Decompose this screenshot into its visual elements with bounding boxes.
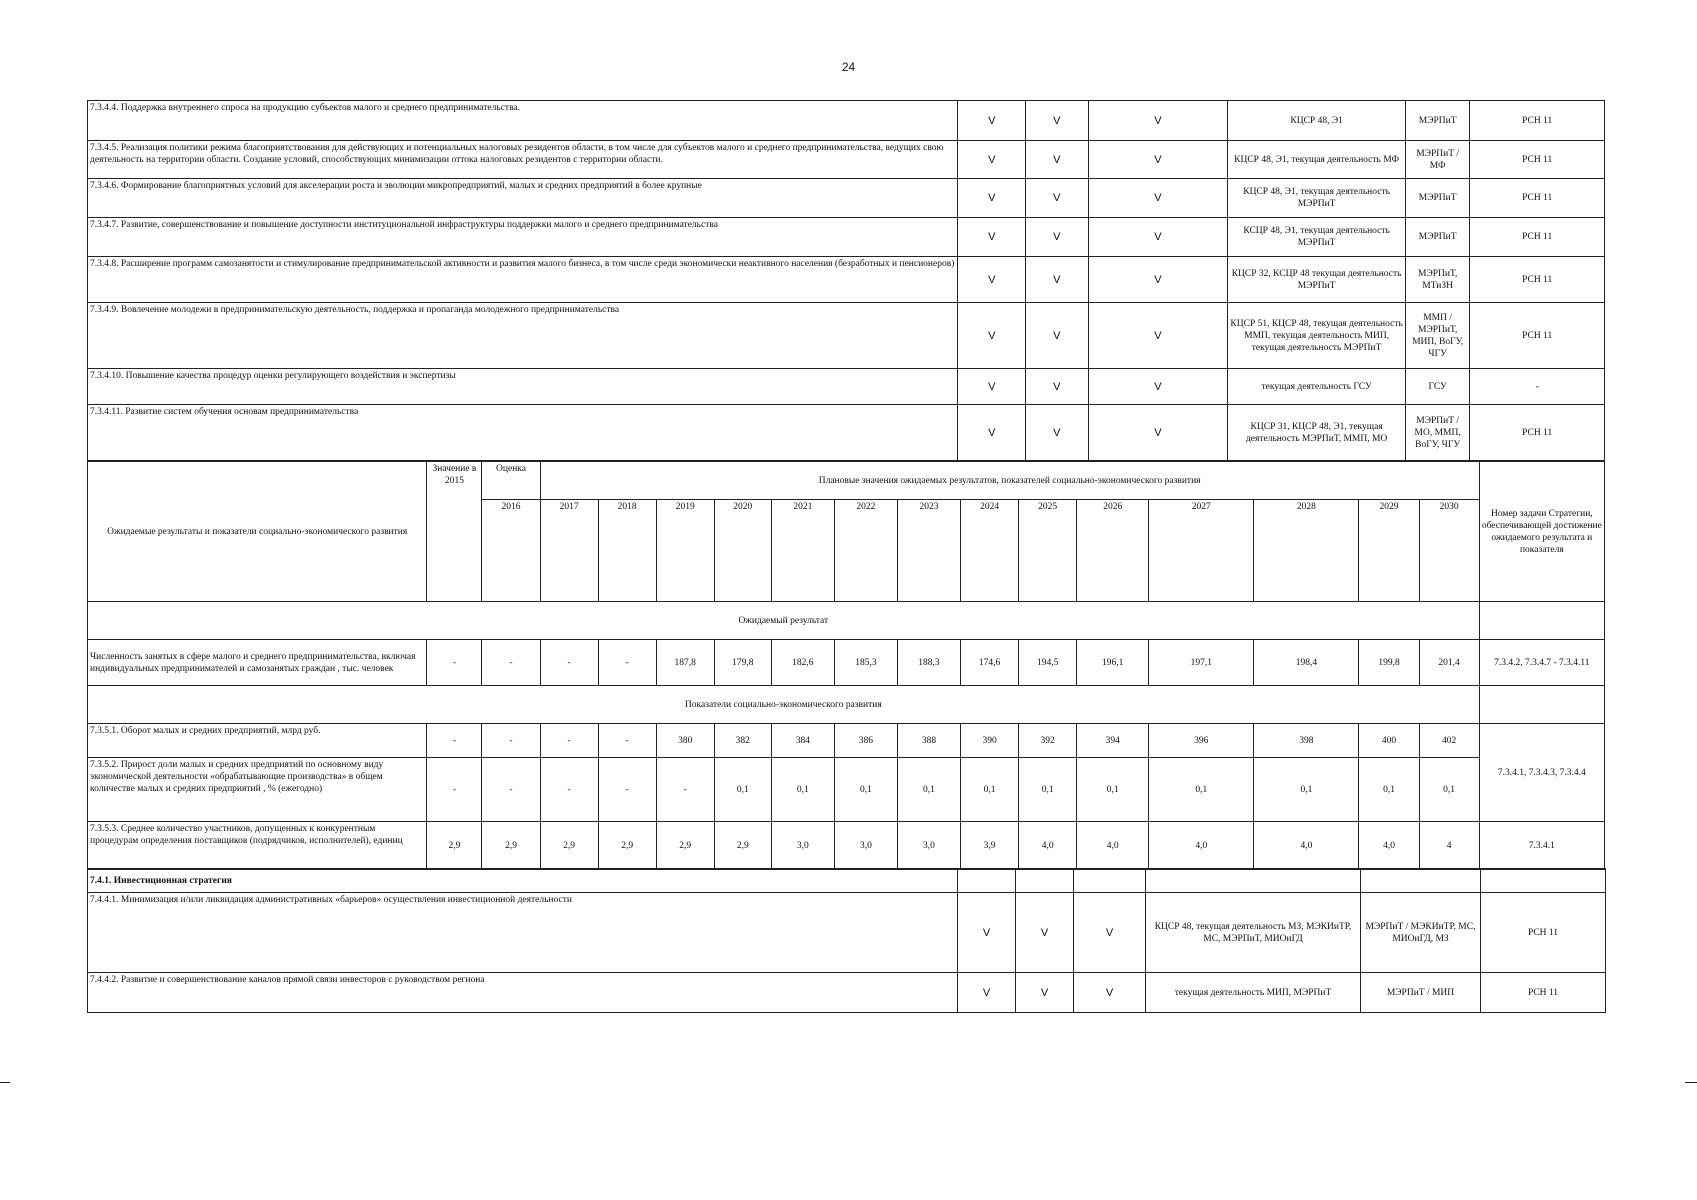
value-cell: - [482, 640, 540, 686]
task-row [88, 405, 1605, 461]
task-mark: V [1088, 405, 1228, 461]
task-docs: КЦСР 32, КСЦР 48 текущая деятельность МЭРПиТ [1228, 257, 1406, 303]
indicator-label: 7.3.5.3. Среднее количество участников, допущенных к конкурентным процедурам определения поставщиков (подрядчиков, исполнителей), единиц [88, 822, 427, 870]
task-ref: РСН 11 [1470, 218, 1605, 257]
task-text: 7.3.4.4. Поддержка внутреннего спроса на продукцию субъектов малого и среднего предпринимательства. [88, 101, 958, 141]
estimate-header: Оценка [482, 462, 540, 500]
task-mark: V [1088, 369, 1228, 405]
task-mark: V [1026, 303, 1088, 369]
strategy-table [87, 100, 1605, 461]
value-cell: 196,1 [1077, 640, 1149, 686]
year-header: 2018 [598, 500, 656, 602]
task-mark: V [958, 101, 1026, 141]
task-docs: КЦСР 51, КЦСР 48, текущая деятельность ММП, текущая деятельность МИП, текущая деятельность МЭРПиТ [1228, 303, 1406, 369]
task-mark: V [958, 973, 1016, 1013]
year-header: 2024 [961, 500, 1019, 602]
task-row [88, 179, 1605, 218]
task-docs: КЦСР 48, Э1 [1228, 101, 1406, 141]
task-mark: V [958, 179, 1026, 218]
value-cell: 188,3 [897, 640, 960, 686]
value-cell: 388 [897, 724, 960, 758]
year-header: 2026 [1077, 500, 1149, 602]
value-cell: 0,1 [897, 758, 960, 822]
value-cell: 174,6 [961, 640, 1019, 686]
value-cell: - [540, 640, 598, 686]
value-cell: 380 [656, 724, 714, 758]
task-text: 7.3.4.11. Развитие систем обучения основам предпринимательства [88, 405, 958, 461]
value-cell: - [598, 640, 656, 686]
task-mark: V [958, 369, 1026, 405]
value-cell: 4,0 [1359, 822, 1419, 870]
task-mark: V [1026, 257, 1088, 303]
value-cell: 194,5 [1019, 640, 1077, 686]
task-mark: V [1088, 141, 1228, 179]
value-cell: 3,9 [961, 822, 1019, 870]
task-mark: V [1088, 218, 1228, 257]
task-ref: РСН 11 [1481, 893, 1606, 973]
task-mark: V [958, 405, 1026, 461]
task-ref: - [1470, 369, 1605, 405]
task-text: 7.3.4.10. Повышение качества процедур оценки регулирующего воздействия и экспертизы [88, 369, 958, 405]
task-docs: КЦСР 48, текущая деятельность МЗ, МЭКИиТР, МС, МЭРПиТ, МИОиГД [1146, 893, 1361, 973]
year-header: 2030 [1419, 500, 1479, 602]
year-header: 2020 [714, 500, 771, 602]
results-header-label: Ожидаемые результаты и показатели социально-экономического развития [88, 462, 427, 602]
value-cell: 185,3 [834, 640, 897, 686]
task-mark: V [1088, 179, 1228, 218]
task-mark: V [958, 218, 1026, 257]
value-cell: 4,0 [1149, 822, 1254, 870]
value-cell: 3,0 [897, 822, 960, 870]
task-ref: 7.3.4.2, 7.3.4.7 - 7.3.4.11 [1479, 640, 1604, 686]
year-header: 2017 [540, 500, 598, 602]
indicator-row [88, 758, 1605, 822]
task-ref: 7.3.4.1 [1479, 822, 1604, 870]
value-cell: 0,1 [1419, 758, 1479, 822]
task-mark: V [1074, 893, 1146, 973]
task-ref: РСН 11 [1470, 303, 1605, 369]
value-cell: - [482, 758, 540, 822]
value-cell: - [482, 724, 540, 758]
scan-mark-right [1685, 1082, 1697, 1083]
value-cell: 187,8 [656, 640, 714, 686]
task-executor: МЭРПиТ / МЭКИиТР, МС, МИОиГД, МЗ [1361, 893, 1481, 973]
task-mark: V [958, 893, 1016, 973]
task-mark: V [1016, 893, 1074, 973]
value-cell: - [540, 758, 598, 822]
task-executor: МЭРПиТ, МТиЗН [1405, 257, 1470, 303]
task-mark: V [1026, 369, 1088, 405]
task-row [88, 141, 1605, 179]
value-cell: 0,1 [714, 758, 771, 822]
section-title-investment: 7.4.1. Инвестиционная стратегия [88, 869, 958, 893]
task-mark: V [1026, 218, 1088, 257]
task-ref-header: Номер задачи Стратегии, обеспечивающей достижение ожидаемого результата и показателя [1479, 462, 1604, 602]
value-cell: 400 [1359, 724, 1419, 758]
indicator-label: 7.3.5.2. Прирост доли малых и средних предприятий по основному виду экономической деятельности «обрабатывающие производства» в общем количестве малых и средних предприятий , % (ежегодно) [88, 758, 427, 822]
value-cell: - [598, 758, 656, 822]
task-executor: МЭРПиТ [1405, 101, 1470, 141]
value-cell: 0,1 [1149, 758, 1254, 822]
year-header: 2025 [1019, 500, 1077, 602]
year-header: 2016 [482, 500, 540, 602]
value-cell: - [656, 758, 714, 822]
task-row [88, 218, 1605, 257]
task-executor: МЭРПиТ [1405, 218, 1470, 257]
value-cell: 396 [1149, 724, 1254, 758]
value-cell: 0,1 [1019, 758, 1077, 822]
task-text: 7.3.4.7. Развитие, совершенствование и повышение доступности институциональной инфраструктуры поддержки малого и среднего предпринимательства [88, 218, 958, 257]
task-mark: V [1016, 973, 1074, 1013]
indicator-row [88, 822, 1605, 870]
value-cell: 2,9 [482, 822, 540, 870]
task-docs: текущая деятельность ГСУ [1228, 369, 1406, 405]
year-header: 2019 [656, 500, 714, 602]
section-title-indicators: Показатели социально-экономического развития [88, 686, 1480, 724]
value-cell: 201,4 [1419, 640, 1479, 686]
value-cell: 0,1 [1077, 758, 1149, 822]
task-mark: V [1088, 101, 1228, 141]
task-executor: МЭРПиТ [1405, 179, 1470, 218]
task-ref: РСН 11 [1470, 101, 1605, 141]
value-cell: - [540, 724, 598, 758]
year-header: 2022 [834, 500, 897, 602]
value-cell: 386 [834, 724, 897, 758]
task-docs: КЦСР 48, Э1, текущая деятельность МЭРПиТ [1228, 179, 1406, 218]
value-cell: 0,1 [1359, 758, 1419, 822]
value-cell: - [427, 758, 482, 822]
value-cell: 402 [1419, 724, 1479, 758]
scan-mark-left [0, 1082, 10, 1083]
task-row [88, 893, 1606, 973]
results-table [87, 461, 1605, 870]
value-cell: 179,8 [714, 640, 771, 686]
value-cell: 2,9 [427, 822, 482, 870]
task-text: 7.3.4.5. Реализация политики режима благоприятствования для действующих и потенциальных налоговых резидентов области, в том числе для субъектов малого и среднего предпринимательства, ведущих свою деятельность на территории области. Создание условий, способствующих минимизации оттока налоговых резидентов с территории области. [88, 141, 958, 179]
task-mark: V [958, 257, 1026, 303]
expected-result-row [88, 640, 1605, 686]
task-ref: РСН 11 [1470, 141, 1605, 179]
value-cell: - [427, 640, 482, 686]
value-cell: 198,4 [1254, 640, 1359, 686]
task-docs: КЦСР 48, Э1, текущая деятельность МФ [1228, 141, 1406, 179]
task-mark: V [1026, 405, 1088, 461]
value-cell: 0,1 [771, 758, 834, 822]
task-text: 7.4.4.1. Минимизация и/или ликвидация административных «барьеров» осуществления инвестиционной деятельности [88, 893, 958, 973]
year-header: 2021 [771, 500, 834, 602]
value-cell: 390 [961, 724, 1019, 758]
task-text: 7.3.4.6. Формирование благоприятных условий для акселерации роста и эволюции микропредприятий, малых и средних предприятий в более крупные [88, 179, 958, 218]
value-cell: 4,0 [1254, 822, 1359, 870]
task-docs: текущая деятельность МИП, МЭРПиТ [1146, 973, 1361, 1013]
task-mark: V [958, 141, 1026, 179]
value-cell: 0,1 [1254, 758, 1359, 822]
value-cell: 394 [1077, 724, 1149, 758]
value-cell: 0,1 [961, 758, 1019, 822]
task-executor: МЭРПиТ / МИП [1361, 973, 1481, 1013]
task-mark: V [958, 303, 1026, 369]
value-cell: 4,0 [1077, 822, 1149, 870]
task-ref: 7.3.4.1, 7.3.4.3, 7.3.4.4 [1479, 724, 1604, 822]
task-ref: РСН 11 [1481, 973, 1606, 1013]
task-executor: ММП / МЭРПиТ, МИП, ВоГУ, ЧГУ [1405, 303, 1470, 369]
value-cell: 2,9 [540, 822, 598, 870]
section-title-expected-result: Ожидаемый результат [88, 602, 1480, 640]
value-cell: 392 [1019, 724, 1077, 758]
task-row [88, 257, 1605, 303]
task-mark: V [1088, 303, 1228, 369]
year-header: 2028 [1254, 500, 1359, 602]
value-cell: 4 [1419, 822, 1479, 870]
value-cell: 2,9 [656, 822, 714, 870]
task-ref: РСН 11 [1470, 257, 1605, 303]
value-cell: 2,9 [714, 822, 771, 870]
task-executor: ГСУ [1405, 369, 1470, 405]
task-row [88, 973, 1606, 1013]
planned-values-header: Плановые значения ожидаемых результатов, показателей социально-экономического развития [540, 462, 1479, 500]
task-mark: V [1026, 101, 1088, 141]
year-header: 2029 [1359, 500, 1419, 602]
task-mark: V [1026, 179, 1088, 218]
task-docs: КСЦР 48, Э1, текущая деятельность МЭРПиТ [1228, 218, 1406, 257]
value-cell: 384 [771, 724, 834, 758]
value-cell: - [598, 724, 656, 758]
value-cell: 3,0 [834, 822, 897, 870]
task-text: 7.3.4.8. Расширение программ самозанятости и стимулирование предпринимательской активности и развития малого бизнеса, в том числе среди экономически неактивного населения (безработных и пенсионеров) [88, 257, 958, 303]
value-cell: 3,0 [771, 822, 834, 870]
value-cell: 2,9 [598, 822, 656, 870]
task-mark: V [1088, 257, 1228, 303]
indicator-label: 7.3.5.1. Оборот малых и средних предприятий, млрд руб. [88, 724, 427, 758]
value-cell: 382 [714, 724, 771, 758]
year-header: 2023 [897, 500, 960, 602]
task-ref: РСН 11 [1470, 179, 1605, 218]
task-mark: V [1074, 973, 1146, 1013]
task-executor: МЭРПиТ / МФ [1405, 141, 1470, 179]
value-cell: 182,6 [771, 640, 834, 686]
task-text: 7.4.4.2. Развитие и совершенствование каналов прямой связи инвесторов с руководством региона [88, 973, 958, 1013]
value-2015-header: Значение в 2015 [427, 462, 482, 602]
value-cell: 398 [1254, 724, 1359, 758]
value-cell: 4,0 [1019, 822, 1077, 870]
task-docs: КЦСР 31, КЦСР 48, Э1, текущая деятельность МЭРПиТ, ММП, МО [1228, 405, 1406, 461]
year-header: 2027 [1149, 500, 1254, 602]
value-cell: - [427, 724, 482, 758]
value-cell: 197,1 [1149, 640, 1254, 686]
investment-table [87, 868, 1606, 1013]
page-number: 24 [841, 60, 856, 74]
task-row [88, 369, 1605, 405]
indicator-row [88, 724, 1605, 758]
task-row [88, 101, 1605, 141]
value-cell: 199,8 [1359, 640, 1419, 686]
expected-result-label: Численность занятых в сфере малого и среднего предпринимательства, включая индивидуальных предпринимателей и самозанятых граждан , тыс. человек [88, 640, 427, 686]
task-row [88, 303, 1605, 369]
task-ref: РСН 11 [1470, 405, 1605, 461]
task-executor: МЭРПиТ / МО, ММП, ВоГУ, ЧГУ [1405, 405, 1470, 461]
task-text: 7.3.4.9. Вовлечение молодежи в предпринимательскую деятельность, поддержка и пропаганда молодежного предпринимательства [88, 303, 958, 369]
task-mark: V [1026, 141, 1088, 179]
value-cell: 0,1 [834, 758, 897, 822]
